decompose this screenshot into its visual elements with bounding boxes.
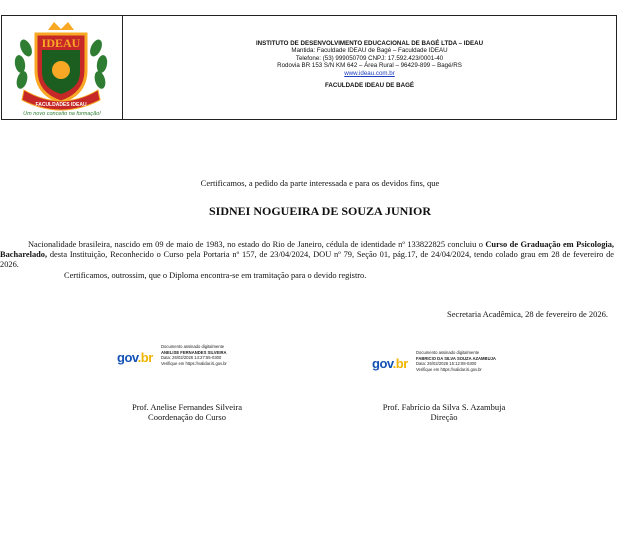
signer-role: Coordenação do Curso [148,412,226,422]
gov-br-logo-icon: gov.br [117,350,153,365]
certificate-body [0,240,614,281]
signer-name: Prof. Anelise Fernandes Silveira [131,402,242,412]
website-link[interactable]: www.ideau.com.br [344,69,395,77]
date-line: Secretaria Acadêmica, 28 de fevereiro de 2026. [447,309,608,319]
signer-role: Direção [430,412,458,422]
slogan: Um novo conceito na formação! [23,111,101,117]
verify-link: Verifique em https://validar.iti.gov.br [416,366,482,372]
address-line: Rodovia BR 153 S/N KM 642 – Área Rural – 96429-899 – Bagé/RS [277,62,462,70]
signature-date: Data: 26/02/2026 14:27:55-0300 [161,355,222,361]
signer-name: Prof. Fabrício da Silva S. Azambuja [382,402,506,412]
diploma-status: Certificamos, outrossim, que o Diploma encontra-se em tramitação para o devido registro. [64,270,367,280]
signature-details [161,344,227,366]
certificate-intro: Certificamos, a pedido da parte interessada e para os devidos fins, que [200,178,440,188]
paragraph-text-b: desta Instituição, Reconhecido o Curso pela Portaria nº 157, de 23/04/2024, DOU nº 79, Seção 01, pág.17, de 24/04/2024, tendo colado grau em 28 de fevereiro de 2026. [0,250,614,270]
gov-br-logo-icon: gov.br [372,356,408,371]
svg-text:IDEAU: IDEAU [41,36,81,50]
signature-details [416,350,496,372]
verify-link: Verifique em https://validar.iti.gov.br [161,360,227,366]
digital-signature-2 [372,350,532,384]
paragraph-text-a: Nacionalidade brasileira, nascido em 09 de maio de 1983, no estado do Rio de Janeiro, cédula de identidade nº 133822825 concluiu o [28,240,486,249]
signer-caps: FABRICIO DA SILVA SOUZA AZAMBUJA [416,355,496,361]
svg-text:FACULDADES IDEAU: FACULDADES IDEAU [35,102,87,108]
signer-block-1 [102,402,272,422]
logo-area [2,16,123,119]
faculdade-name: FACULDADE IDEAU DE BAGÉ [324,82,415,90]
certificate-paragraph [0,240,614,271]
ideau-logo-icon [8,20,114,116]
signature-date: Data: 26/02/2026 15:12:08-0300 [416,361,477,367]
letterhead [1,15,617,120]
digital-signature-1 [117,344,277,378]
signer-caps: ANELISE FERNANDES SILVEIRA [161,349,227,355]
student-name: SIDNEI NOGUEIRA DE SOUZA JUNIOR [208,204,432,218]
institution-info [123,16,616,119]
mantida-line: Mantida: Faculdade IDEAU de Bagé – Faculdade IDEAU [291,47,448,55]
contact-line: Telefone: (53) 999050709 CNPJ: 17.592.423/0001-40 [295,54,444,62]
course-name: Curso de Graduação em Psicologia, Bacharelado, [0,240,614,260]
signature-heading: Documento assinado digitalmente [161,344,225,349]
signature-heading: Documento assinado digitalmente [416,350,480,355]
signer-block-2 [354,402,534,422]
institution-name: INSTITUTO DE DESENVOLVIMENTO EDUCACIONAL DE BAGÉ LTDA – IDEAU [255,40,484,47]
